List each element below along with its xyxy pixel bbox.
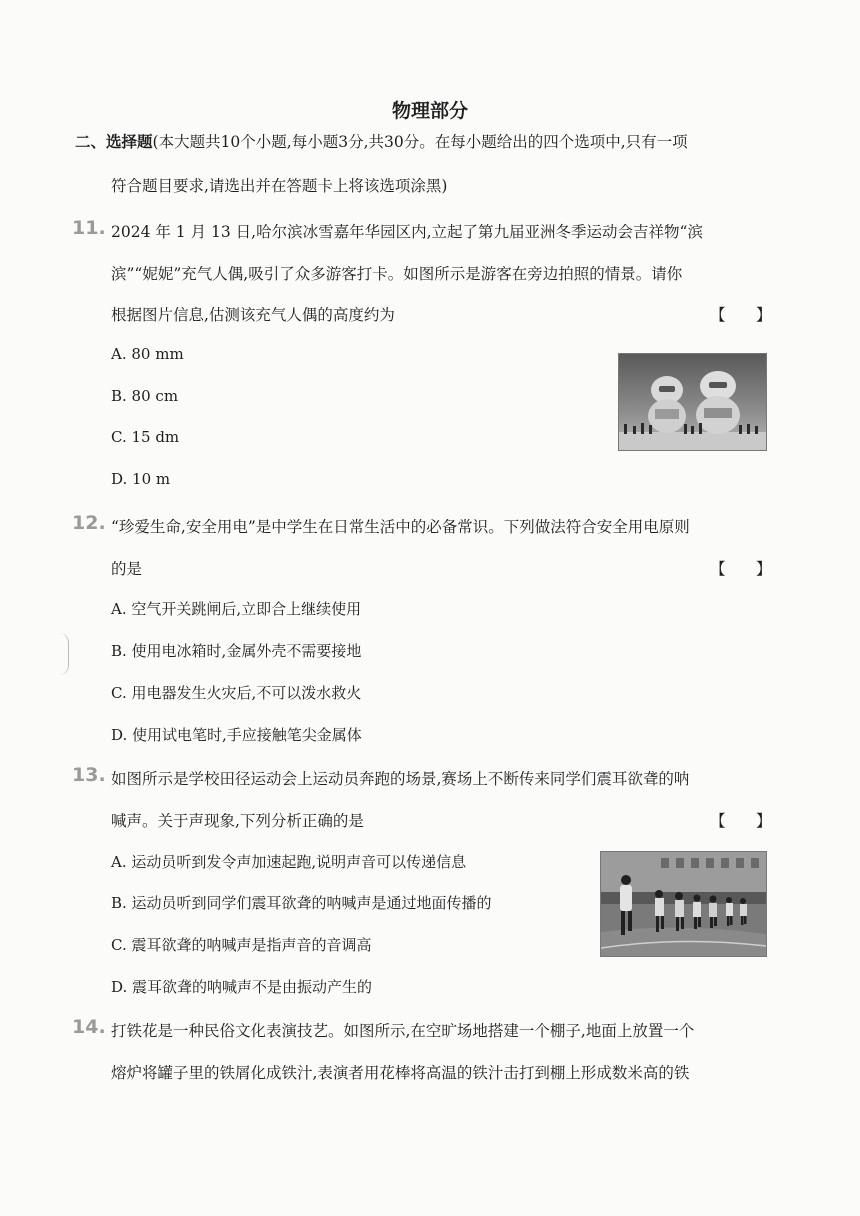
- margin-binding-mark: [58, 633, 69, 675]
- question-11-line-3: 根据图片信息,估测该充气人偶的高度约为: [111, 306, 395, 324]
- question-11-answer-bracket: 【 】: [710, 306, 772, 324]
- question-12-answer-bracket: 【 】: [710, 560, 772, 578]
- question-13-option-d: D. 震耳欲聋的呐喊声不是由振动产生的: [111, 978, 373, 996]
- mascot-photo: [618, 353, 767, 451]
- question-12-option-a: A. 空气开关跳闸后,立即合上继续使用: [111, 600, 362, 618]
- page-title: 物理部分: [391, 100, 468, 122]
- question-11-option-a: A. 80 mm: [111, 345, 184, 363]
- question-11-number: 11.: [72, 217, 106, 239]
- runners-photo: [600, 851, 767, 957]
- question-13-option-b: B. 运动员听到同学们震耳欲聋的呐喊声是通过地面传播的: [111, 894, 492, 912]
- question-12-option-c: C. 用电器发生火灾后,不可以泼水救火: [111, 684, 362, 702]
- question-14-number: 14.: [72, 1016, 106, 1038]
- question-11-option-c: C. 15 dm: [111, 428, 180, 446]
- section-heading: [75, 130, 688, 152]
- question-13-line-2: 喊声。关于声现象,下列分析正确的是: [111, 812, 364, 830]
- question-13-number: 13.: [72, 764, 106, 786]
- question-12-number: 12.: [72, 512, 106, 534]
- question-11-line-1: 2024 年 1 月 13 日,哈尔滨冰雪嘉年华园区内,立起了第九届亚洲冬季运动会吉祥物“滨: [111, 223, 703, 241]
- question-12-option-d: D. 使用试电笔时,手应接触笔尖金属体: [111, 726, 362, 744]
- question-11-line-2: 滨”“妮妮”充气人偶,吸引了众多游客打卡。如图所示是游客在旁边拍照的情景。请你: [111, 265, 683, 283]
- question-12-option-b: B. 使用电冰箱时,金属外壳不需要接地: [111, 642, 362, 660]
- question-12-line-2: 的是: [111, 560, 143, 578]
- question-14-line-1: 打铁花是一种民俗文化表演技艺。如图所示,在空旷场地搭建一个棚子,地面上放置一个: [111, 1022, 695, 1040]
- question-11-option-d: D. 10 m: [111, 470, 171, 488]
- question-13-option-c: C. 震耳欲聋的呐喊声是指声音的音调高: [111, 936, 372, 954]
- section-heading-label: 二、选择题: [75, 133, 153, 151]
- question-12-line-1: “珍爱生命,安全用电”是中学生在日常生活中的必备常识。下列做法符合安全用电原则: [111, 518, 690, 536]
- question-14-line-2: 熔炉将罐子里的铁屑化成铁汁,表演者用花棒将高温的铁汁击打到棚上形成数米高的铁: [111, 1064, 690, 1082]
- question-11-option-b: B. 80 cm: [111, 387, 179, 405]
- section-heading-continued: 符合题目要求,请选出并在答题卡上将该选项涂黑): [111, 177, 448, 195]
- section-heading-instructions: (本大题共10个小题,每小题3分,共30分。在每小题给出的四个选项中,只有一项: [152, 133, 688, 151]
- question-13-option-a: A. 运动员听到发令声加速起跑,说明声音可以传递信息: [111, 853, 467, 871]
- question-13-line-1: 如图所示是学校田径运动会上运动员奔跑的场景,赛场上不断传来同学们震耳欲聋的呐: [111, 770, 690, 788]
- question-13-answer-bracket: 【 】: [710, 812, 772, 830]
